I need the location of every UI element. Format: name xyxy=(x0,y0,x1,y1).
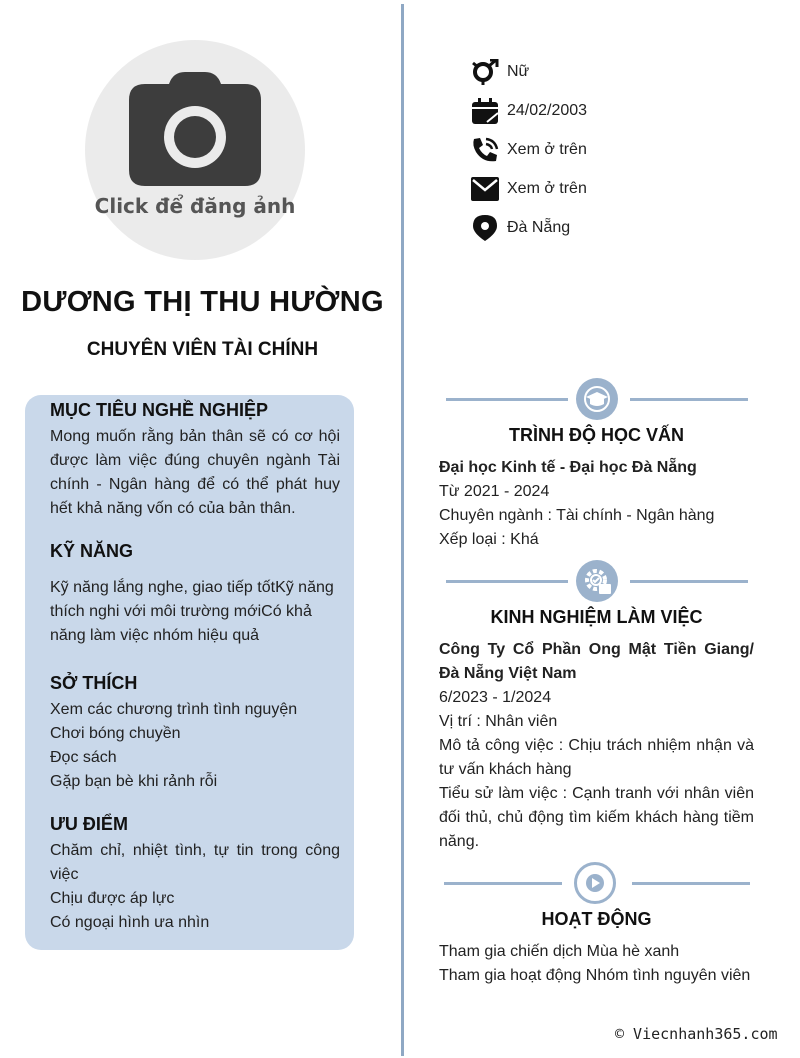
skills-text: Kỹ năng lắng nghe, giao tiếp tốtKỹ năng thích nghi với môi trường mớiCó khả năng làm việc nhóm hiệu quả xyxy=(50,579,334,644)
birthday-value: 24/02/2003 xyxy=(507,102,588,119)
contact-gender xyxy=(471,58,529,86)
email-icon xyxy=(471,175,499,203)
column-divider xyxy=(401,4,404,1056)
objective-heading: MỤC TIÊU NGHỀ NGHIỆP xyxy=(50,400,269,420)
contact-phone xyxy=(471,136,587,164)
section-line xyxy=(630,398,748,401)
list-item: Chơi bóng chuyền xyxy=(50,725,181,742)
calendar-icon xyxy=(471,97,499,125)
experience-details xyxy=(439,638,754,854)
skills-heading: KỸ NĂNG xyxy=(50,541,134,561)
list-item: Gặp bạn bè khi rảnh rỗi xyxy=(50,773,218,790)
education-badge xyxy=(576,378,618,420)
section-line xyxy=(446,398,568,401)
education-school: Đại học Kinh tế - Đại học Đà Nẵng xyxy=(439,459,697,476)
list-item: Tham gia hoạt động Nhóm tình nguyên viên xyxy=(439,967,751,984)
education-details xyxy=(439,456,754,552)
objective-text: Mong muốn rằng bản thân sẽ có cơ hội được làm việc đúng chuyên ngành Tài chính - Ngân hàng để có thể phát huy hết khả năng vốn có của bản thân. xyxy=(50,428,340,517)
education-grade: Xếp loại : Khá xyxy=(439,531,539,548)
avatar-upload[interactable] xyxy=(85,40,305,260)
camera-icon xyxy=(129,72,261,186)
section-line xyxy=(630,580,748,583)
email-value: Xem ở trên xyxy=(507,180,587,197)
strengths-heading: ƯU ĐIỂM xyxy=(50,814,128,834)
location-icon xyxy=(471,214,499,242)
gender-icon xyxy=(471,58,499,86)
phone-value: Xem ở trên xyxy=(507,141,587,158)
experience-company: Công Ty Cổ Phần Ong Mật Tiền Giang/ Đà Nẵng Việt Nam xyxy=(439,641,754,682)
list-item: Có ngoại hình ưa nhìn xyxy=(50,914,210,931)
experience-badge xyxy=(576,560,618,602)
education-period: Từ 2021 - 2024 xyxy=(439,483,550,500)
experience-position: Vị trí : Nhân viên xyxy=(439,713,558,730)
activities-badge xyxy=(574,862,616,904)
contact-birthday xyxy=(471,97,587,125)
experience-history: Tiểu sử làm việc : Cạnh tranh với nhân viên đối thủ, chủ động tìm kiếm khách hàng tiềm năng. xyxy=(439,785,754,850)
list-item: Xem các chương trình tình nguyện xyxy=(50,701,298,718)
strengths-list xyxy=(50,839,340,935)
location-value: Đà Nẵng xyxy=(507,219,571,236)
section-line xyxy=(444,882,562,885)
list-item: Đọc sách xyxy=(50,749,117,766)
list-item: Tham gia chiến dịch Mùa hè xanh xyxy=(439,943,680,960)
contact-email xyxy=(471,175,587,203)
activities-heading: HOẠT ĐỘNG xyxy=(541,909,652,929)
gear-check-icon xyxy=(582,566,612,596)
section-line xyxy=(446,580,568,583)
section-line xyxy=(632,882,750,885)
candidate-name: DƯƠNG THỊ THU HƯỜNG xyxy=(21,286,384,318)
contact-location xyxy=(471,214,570,242)
play-circle-icon xyxy=(584,872,606,894)
hobbies-heading: SỞ THÍCH xyxy=(50,673,138,693)
list-item: Chăm chỉ, nhiệt tình, tự tin trong công việc xyxy=(50,842,340,883)
phone-icon xyxy=(471,136,499,164)
activities-list xyxy=(439,940,754,988)
education-heading: TRÌNH ĐỘ HỌC VẤN xyxy=(509,425,684,445)
experience-period: 6/2023 - 1/2024 xyxy=(439,689,552,706)
experience-heading: KINH NGHIỆM LÀM VIỆC xyxy=(490,607,703,627)
hobbies-list xyxy=(50,698,340,794)
list-item: Chịu được áp lực xyxy=(50,890,175,907)
experience-description: Mô tả công việc : Chịu trách nhiệm nhận và tư vấn khách hàng xyxy=(439,737,754,778)
footer-copyright: © Viecnhanh365.com xyxy=(615,1025,778,1043)
avatar-upload-label: Click để đăng ảnh xyxy=(94,194,296,218)
graduation-cap-icon xyxy=(582,386,612,412)
job-title: CHUYÊN VIÊN TÀI CHÍNH xyxy=(86,339,319,360)
gender-value: Nữ xyxy=(507,63,530,80)
education-major: Chuyên ngành : Tài chính - Ngân hàng xyxy=(439,507,715,524)
